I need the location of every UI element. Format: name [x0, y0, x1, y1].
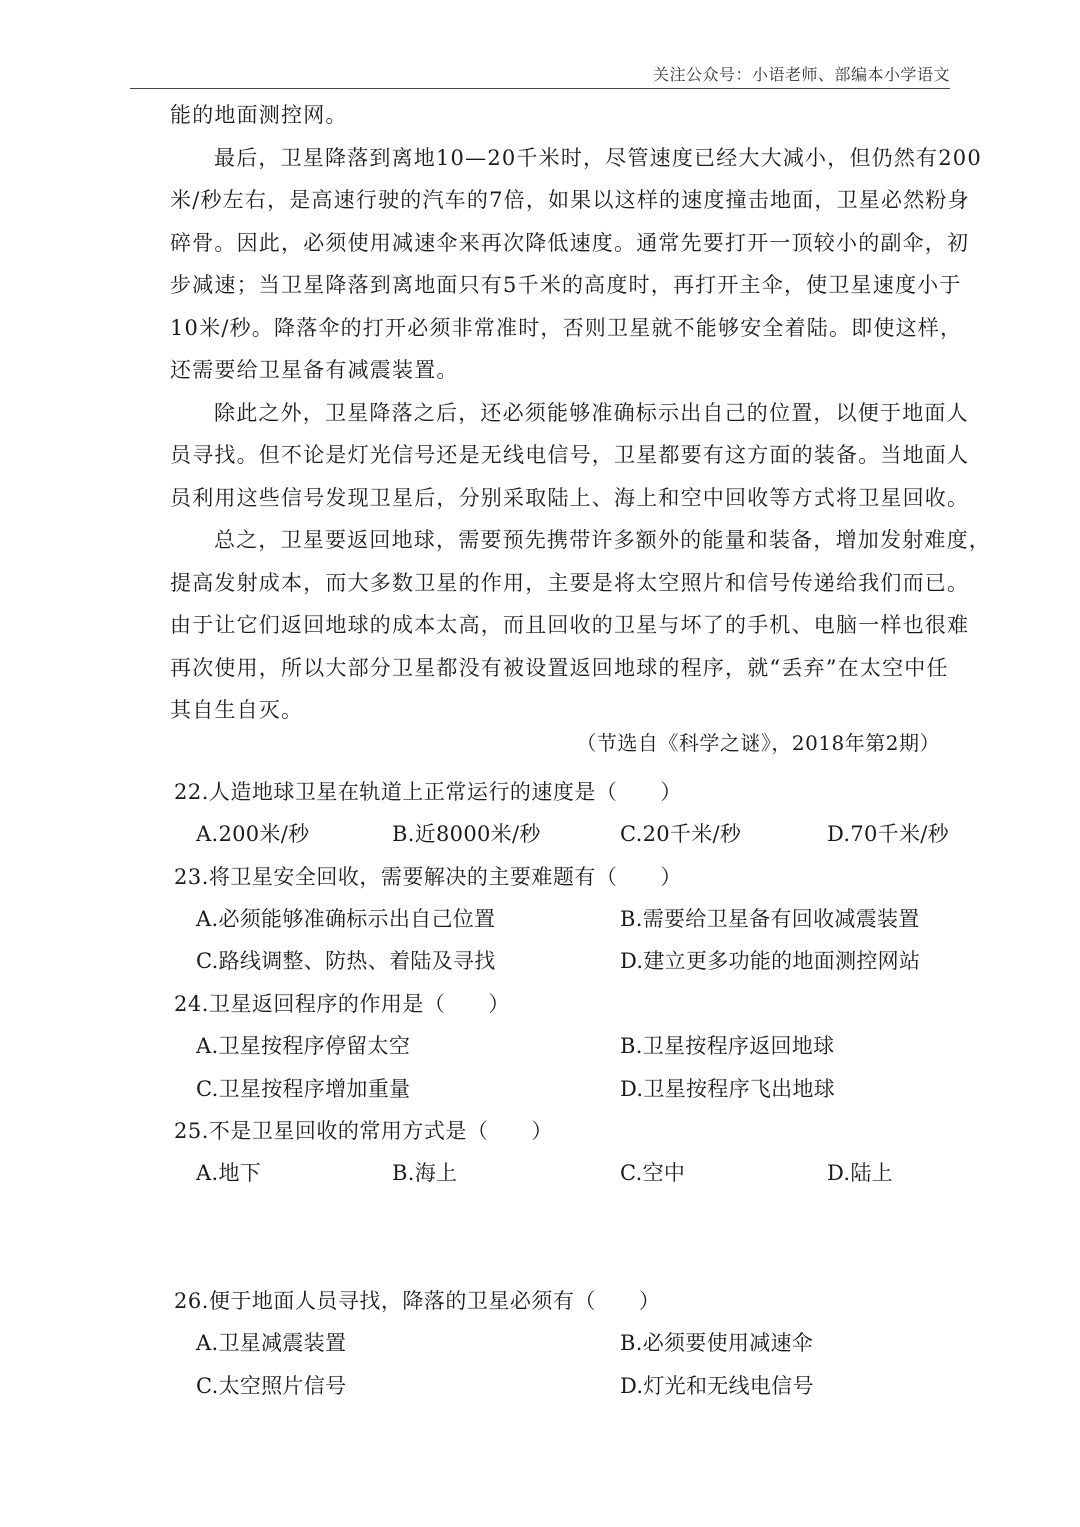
question-23-option-d[interactable]: D.建立更多功能的地面测控网站: [620, 949, 921, 973]
passage-line: 能的地面测控网。: [170, 103, 348, 127]
question-26-option-d[interactable]: D.灯光和无线电信号: [620, 1374, 814, 1398]
question-26-option-c[interactable]: C.太空照片信号: [196, 1374, 347, 1398]
passage-line: 再次使用，所以大部分卫星都没有被设置返回地球的程序，就“丢弃”在太空中任: [170, 655, 949, 680]
passage-line: 由于让它们返回地球的成本太高，而且回收的卫星与坏了的手机、电脑一样也很难: [170, 613, 970, 637]
question-25-option-c[interactable]: C.空中: [620, 1161, 686, 1185]
question-25-stem: 25.不是卫星回收的常用方式是（ ）: [174, 1119, 553, 1143]
passage-line: 米/秒左右，是高速行驶的汽车的7倍，如果以这样的速度撞击地面，卫星必然粉身: [170, 188, 970, 212]
question-23-option-b[interactable]: B.需要给卫星备有回收减震装置: [620, 907, 920, 931]
passage-line: 最后，卫星降落到离地10—20千米时，尽管速度已经大大减小，但仍然有200: [214, 145, 982, 170]
passage-line: 除此之外，卫星降落之后，还必须能够准确标示出自己的位置，以便于地面人: [214, 400, 969, 425]
question-23-option-a[interactable]: A.必须能够准确标示出自己位置: [196, 907, 496, 931]
passage-line: 10米/秒。降落伞的打开必须非常准时，否则卫星就不能够安全着陆。即使这样，: [170, 315, 963, 340]
question-25-option-d[interactable]: D.陆上: [827, 1161, 893, 1185]
passage-line: 还需要给卫星备有减震装置。: [170, 358, 459, 382]
question-22-option-b[interactable]: B.近8000米/秒: [392, 822, 541, 846]
passage-line: 其自生自灭。: [170, 698, 304, 722]
question-23-stem: 23.将卫星安全回收，需要解决的主要难题有（ ）: [174, 865, 682, 889]
question-24-option-b[interactable]: B.卫星按程序返回地球: [620, 1034, 835, 1058]
question-24-option-c[interactable]: C.卫星按程序增加重量: [196, 1077, 411, 1101]
question-24-option-d[interactable]: D.卫星按程序飞出地球: [620, 1077, 836, 1101]
question-22-option-c[interactable]: C.20千米/秒: [620, 822, 742, 846]
question-23-option-c[interactable]: C.路线调整、防热、着陆及寻找: [196, 949, 496, 973]
passage-line: 员利用这些信号发现卫星后，分别采取陆上、海上和空中回收等方式将卫星回收。: [170, 485, 970, 510]
passage-line: 总之，卫星要返回地球，需要预先携带许多额外的能量和装备，增加发射难度，: [214, 528, 991, 552]
question-26-option-a[interactable]: A.卫星减震装置: [196, 1331, 347, 1355]
reading-passage: [170, 94, 991, 732]
question-26-stem: 26.便于地面人员寻找，降落的卫星必须有（ ）: [174, 1289, 661, 1313]
header-divider: [130, 88, 950, 89]
question-25-option-a[interactable]: A.地下: [196, 1161, 262, 1185]
passage-line: 提高发射成本，而大多数卫星的作用，主要是将太空照片和信号传递给我们而已。: [170, 570, 970, 595]
header-text: 关注公众号：小语老师、部编本小学语文: [652, 65, 950, 84]
question-22-stem: 22.人造地球卫星在轨道上正常运行的速度是（ ）: [174, 780, 682, 804]
source-citation: （节选自《科学之谜》，2018年第2期）: [576, 731, 940, 755]
question-22-option-a[interactable]: A.200米/秒: [196, 822, 310, 846]
passage-line: 步减速；当卫星降落到离地面只有5千米的高度时，再打开主伞，使卫星速度小于: [170, 273, 962, 297]
question-22-option-d[interactable]: D.70千米/秒: [827, 822, 949, 846]
passage-line: 员寻找。但不论是灯光信号还是无线电信号，卫星都要有这方面的装备。当地面人: [170, 443, 970, 467]
passage-line: 碎骨。因此，必须使用减速伞来再次降低速度。通常先要打开一顶较小的副伞，初: [170, 230, 970, 255]
question-26-option-b[interactable]: B.必须要使用减速伞: [620, 1331, 814, 1355]
question-25-option-b[interactable]: B.海上: [392, 1161, 458, 1185]
question-24-stem: 24.卫星返回程序的作用是（ ）: [174, 992, 510, 1016]
question-24-option-a[interactable]: A.卫星按程序停留太空: [196, 1034, 411, 1058]
